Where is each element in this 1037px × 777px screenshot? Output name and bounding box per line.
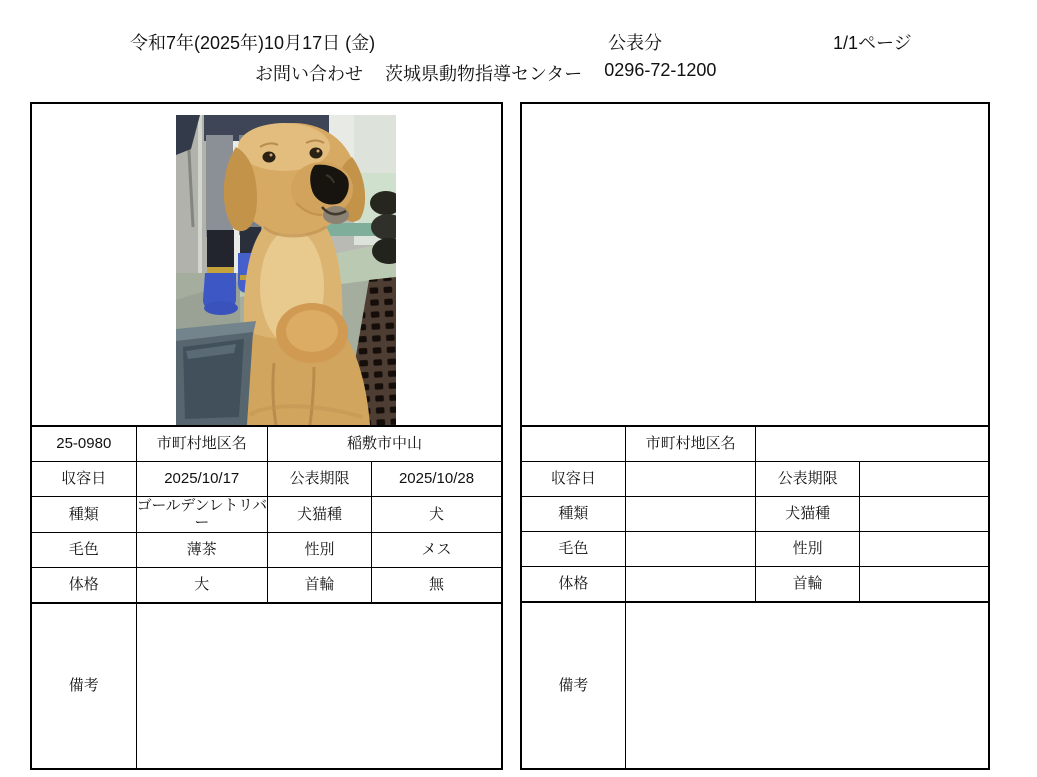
animal-card-1 (30, 102, 503, 770)
animal-id: 25-0980 (31, 426, 136, 462)
intake-date-label: 収容日 (31, 462, 136, 497)
species-value (859, 497, 989, 532)
species-label: 犬猫種 (756, 497, 859, 532)
sex-value: メス (372, 532, 502, 567)
publish-deadline-value (859, 462, 989, 497)
sex-label: 性別 (267, 532, 371, 567)
animal-card-2 (520, 102, 990, 770)
district-label: 市町村地区名 (625, 426, 756, 462)
publish-deadline-label: 公表期限 (756, 462, 859, 497)
build-value: 大 (136, 567, 267, 603)
animal-photo-cell-empty (521, 103, 989, 426)
remarks-value (625, 602, 989, 769)
breed-label: 種類 (31, 497, 136, 533)
animal-photo (176, 115, 396, 425)
coat-color-value (625, 532, 756, 567)
publication-category: 公表分 (608, 33, 662, 53)
coat-color-label: 毛色 (31, 532, 136, 567)
animal-id (521, 426, 625, 462)
coat-color-value: 薄茶 (136, 532, 267, 567)
collar-value (859, 567, 989, 603)
coat-color-label: 毛色 (521, 532, 625, 567)
species-label: 犬猫種 (267, 497, 371, 533)
intake-date-label: 収容日 (521, 462, 625, 497)
sex-label: 性別 (756, 532, 859, 567)
collar-value: 無 (372, 567, 502, 603)
intake-date-value: 2025/10/17 (136, 462, 267, 497)
collar-label: 首輪 (756, 567, 859, 603)
remarks-value (136, 603, 502, 770)
contact-line (255, 60, 716, 86)
build-label: 体格 (31, 567, 136, 603)
breed-value (625, 497, 756, 532)
publish-deadline-label: 公表期限 (267, 462, 371, 497)
species-value: 犬 (372, 497, 502, 533)
intake-date-value (625, 462, 756, 497)
breed-value: ゴールデンレトリバー (136, 497, 267, 532)
animal-table-2 (520, 102, 990, 770)
animal-photo-cell (31, 103, 502, 426)
remarks-label: 備考 (521, 602, 625, 769)
contact-label: お問い合わせ (255, 64, 363, 84)
remarks-label: 備考 (31, 603, 136, 770)
build-value (625, 567, 756, 603)
publish-deadline-value: 2025/10/28 (372, 462, 502, 497)
animal-table-1 (30, 102, 503, 770)
page-indicator: 1/1ページ (833, 33, 912, 53)
collar-label: 首輪 (267, 567, 371, 603)
district-value: 稲敷市中山 (267, 426, 502, 462)
district-value (756, 426, 989, 462)
district-label: 市町村地区名 (136, 426, 267, 462)
sex-value (859, 532, 989, 567)
build-label: 体格 (521, 567, 625, 603)
phone-number: 0296-72-1200 (604, 60, 717, 80)
document-date: 令和7年(2025年)10月17日 (金) (130, 33, 376, 53)
breed-label: 種類 (521, 497, 625, 532)
organization-name: 茨城県動物指導センター (385, 64, 583, 84)
